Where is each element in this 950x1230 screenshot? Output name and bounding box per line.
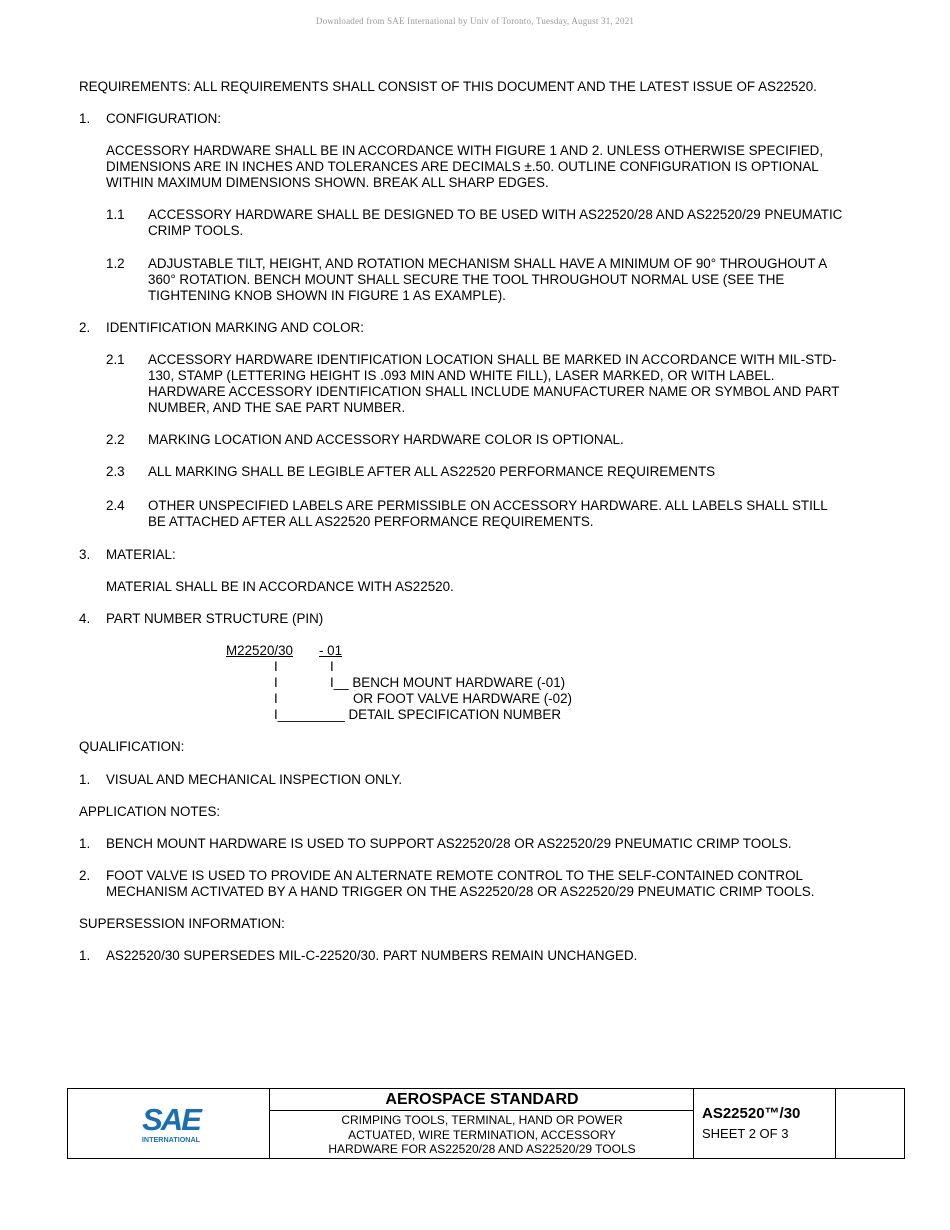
paragraph-line: MECHANISM ACTIVATED BY A HAND TRIGGER ON THE AS22520/28 OR AS22520/29 PNEUMATIC CRIMP TOOLS. bbox=[106, 884, 815, 899]
section-1-title: CONFIGURATION: bbox=[106, 111, 222, 126]
note-1-text: BENCH MOUNT HARDWARE IS USED TO SUPPORT AS22520/28 OR AS22520/29 PNEUMATIC CRIMP TOOLS. bbox=[106, 836, 792, 851]
document-number: AS22520™/30 bbox=[702, 1105, 801, 1122]
section-4-number: 4. bbox=[79, 611, 91, 626]
paragraph-line: DIMENSIONS ARE IN INCHES AND TOLERANCES ARE DECIMALS ±.50. OUTLINE CONFIGURATION IS OPTIONAL bbox=[106, 159, 819, 174]
part-number-dash: - 01 bbox=[319, 643, 343, 658]
qualification-heading: QUALIFICATION: bbox=[79, 739, 185, 754]
document-category: AEROSPACE STANDARD bbox=[270, 1089, 694, 1111]
paragraph-line: TIGHTENING KNOB SHOWN IN FIGURE 1 AS EXAMPLE). bbox=[148, 288, 506, 303]
tree-bar: I bbox=[274, 659, 278, 674]
paragraph-line: OTHER UNSPECIFIED LABELS ARE PERMISSIBLE ON ACCESSORY HARDWARE. ALL LABELS SHALL STILL bbox=[148, 498, 828, 513]
paragraph-line: HARDWARE ACCESSORY IDENTIFICATION SHALL INCLUDE MANUFACTURER NAME OR SYMBOL AND PART bbox=[148, 384, 840, 399]
tree-bar: I bbox=[330, 659, 334, 674]
section-2-number: 2. bbox=[79, 320, 91, 335]
note-1-number: 1. bbox=[79, 836, 91, 851]
paragraph-line: NUMBER, AND THE SAE PART NUMBER. bbox=[148, 400, 406, 415]
section-2-title: IDENTIFICATION MARKING AND COLOR: bbox=[106, 320, 364, 335]
paragraph-line: ACCESSORY HARDWARE SHALL BE IN ACCORDANCE WITH FIGURE 1 AND 2. UNLESS OTHERWISE SPECIFIED, bbox=[106, 143, 824, 158]
supersession-item: AS22520/30 SUPERSEDES MIL-C-22520/30. PART NUMBERS REMAIN UNCHANGED. bbox=[106, 948, 638, 963]
requirements-statement: REQUIREMENTS: ALL REQUIREMENTS SHALL CONSIST OF THIS DOCUMENT AND THE LATEST ISSUE OF AS22520. bbox=[79, 79, 817, 94]
paragraph-line: FOOT VALVE IS USED TO PROVIDE AN ALTERNATE REMOTE CONTROL TO THE SELF-CONTAINED CONTROL bbox=[106, 868, 803, 883]
subject-line: HARDWARE FOR AS22520/28 AND AS22520/29 TOOLS bbox=[328, 1142, 636, 1156]
paragraph-line: 130, STAMP (LETTERING HEIGHT IS .093 MIN AND WHITE FILL), LASER MARKED, OR WITH LABEL. bbox=[148, 368, 775, 383]
dash-option-line: I__ BENCH MOUNT HARDWARE (-01) bbox=[330, 675, 566, 690]
supersession-heading: SUPERSESSION INFORMATION: bbox=[79, 916, 285, 931]
tree-bar: I bbox=[274, 691, 278, 706]
paragraph-line: MARKING LOCATION AND ACCESSORY HARDWARE COLOR IS OPTIONAL. bbox=[148, 432, 624, 447]
paragraph-line: WITHIN MAXIMUM DIMENSIONS SHOWN. BREAK ALL SHARP EDGES. bbox=[106, 175, 549, 190]
paragraph-line: CRIMP TOOLS. bbox=[148, 223, 244, 238]
qualification-item: VISUAL AND MECHANICAL INSPECTION ONLY. bbox=[106, 772, 403, 787]
title-block bbox=[67, 1088, 905, 1159]
section-3-title: MATERIAL: bbox=[106, 547, 176, 562]
subsection-2-3-number: 2.3 bbox=[106, 464, 125, 479]
paragraph-line: 360° ROTATION. BENCH MOUNT SHALL SECURE THE TOOL THROUGHOUT NORMAL USE (SEE THE bbox=[148, 272, 785, 287]
application-notes-heading: APPLICATION NOTES: bbox=[79, 804, 221, 819]
paragraph-line: ALL MARKING SHALL BE LEGIBLE AFTER ALL AS22520 PERFORMANCE REQUIREMENTS bbox=[148, 464, 716, 479]
section-3-paragraph: MATERIAL SHALL BE IN ACCORDANCE WITH AS22520. bbox=[106, 579, 454, 594]
qualification-item-number: 1. bbox=[79, 772, 91, 787]
detail-spec-line: I_________ DETAIL SPECIFICATION NUMBER bbox=[274, 707, 562, 722]
logo-subtitle: INTERNATIONAL bbox=[141, 1135, 201, 1144]
part-number-base: M22520/30 bbox=[226, 643, 294, 658]
download-watermark: Downloaded from SAE International by Univ of Toronto, Tuesday, August 31, 2021 bbox=[315, 16, 635, 26]
section-3-number: 3. bbox=[79, 547, 91, 562]
note-2-number: 2. bbox=[79, 868, 91, 883]
paragraph-line: ACCESSORY HARDWARE SHALL BE DESIGNED TO BE USED WITH AS22520/28 AND AS22520/29 PNEUMATIC bbox=[148, 207, 843, 222]
document-subject bbox=[270, 1113, 694, 1157]
sae-logo bbox=[138, 1101, 204, 1147]
paragraph-line: ACCESSORY HARDWARE IDENTIFICATION LOCATION SHALL BE MARKED IN ACCORDANCE WITH MIL-STD- bbox=[148, 352, 837, 367]
subsection-2-1-number: 2.1 bbox=[106, 352, 125, 367]
subsection-2-2-number: 2.2 bbox=[106, 432, 125, 447]
tree-bar: I bbox=[274, 675, 278, 690]
subject-line: ACTUATED, WIRE TERMINATION, ACCESSORY bbox=[348, 1127, 616, 1142]
subsection-1-2-number: 1.2 bbox=[106, 256, 125, 271]
supersession-item-number: 1. bbox=[79, 948, 91, 963]
logo-wordmark: SAE bbox=[142, 1102, 200, 1137]
subject-line: CRIMPING TOOLS, TERMINAL, HAND OR POWER bbox=[341, 1113, 623, 1127]
section-4-title: PART NUMBER STRUCTURE (PIN) bbox=[106, 611, 324, 626]
paragraph-line: BE ATTACHED AFTER ALL AS22520 PERFORMANCE REQUIREMENTS. bbox=[148, 514, 594, 529]
subsection-2-4-number: 2.4 bbox=[106, 498, 125, 513]
logo-cell bbox=[68, 1089, 270, 1158]
subsection-1-1-number: 1.1 bbox=[106, 207, 125, 222]
sheet-number: SHEET 2 OF 3 bbox=[702, 1126, 789, 1141]
paragraph-line: ADJUSTABLE TILT, HEIGHT, AND ROTATION MECHANISM SHALL HAVE A MINIMUM OF 90° THROUGHOUT A bbox=[148, 256, 828, 271]
alt-option-line: OR FOOT VALVE HARDWARE (-02) bbox=[353, 691, 572, 706]
section-1-number: 1. bbox=[79, 111, 91, 126]
document-cell bbox=[694, 1089, 836, 1158]
